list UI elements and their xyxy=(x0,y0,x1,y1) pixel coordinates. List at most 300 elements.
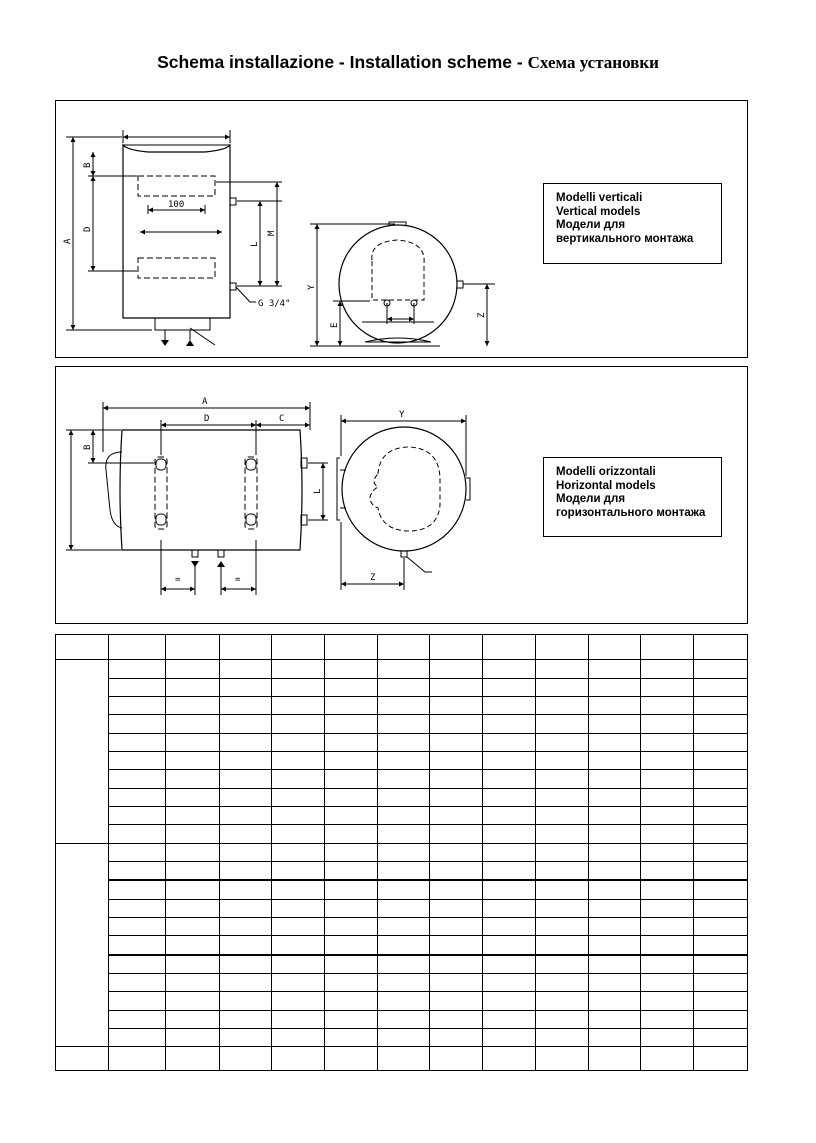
table-cell xyxy=(483,974,536,992)
h-label-B: B xyxy=(83,444,93,450)
table-cell xyxy=(588,880,641,899)
table-cell xyxy=(165,660,219,678)
table-cell xyxy=(324,660,377,678)
table-cell xyxy=(108,825,165,843)
table-cell xyxy=(430,678,483,696)
table-row xyxy=(56,1010,748,1028)
table-cell xyxy=(108,807,165,825)
table-cell xyxy=(641,1047,694,1071)
table-cell xyxy=(165,770,219,788)
table-cell xyxy=(108,899,165,917)
table-cell xyxy=(641,1010,694,1028)
legend-line: вертикального монтажа xyxy=(556,232,694,245)
horizontal-front-view xyxy=(66,402,328,595)
table-cell xyxy=(377,955,430,974)
table-cell xyxy=(694,807,748,825)
table-cell xyxy=(694,843,748,861)
table-cell xyxy=(219,660,272,678)
table-cell xyxy=(694,788,748,806)
table-cell xyxy=(165,936,219,955)
table-cell xyxy=(324,825,377,843)
table-cell xyxy=(641,678,694,696)
table-cell xyxy=(588,918,641,936)
table-cell xyxy=(483,862,536,881)
table-row xyxy=(56,715,748,733)
table-row xyxy=(56,899,748,917)
table-cell xyxy=(430,825,483,843)
table-cell xyxy=(641,936,694,955)
dimensions-table xyxy=(55,634,748,1071)
table-cell xyxy=(588,992,641,1010)
table-cell xyxy=(219,862,272,881)
table-cell xyxy=(430,1029,483,1047)
h-side-label-Z: Z xyxy=(370,573,376,583)
table-row xyxy=(56,788,748,806)
table-cell xyxy=(641,788,694,806)
table-cell xyxy=(641,880,694,899)
table-cell xyxy=(377,825,430,843)
table-row xyxy=(56,862,748,881)
table-cell xyxy=(219,733,272,751)
vertical-models-legend xyxy=(543,183,722,264)
v-label-thread: G 3/4" xyxy=(258,299,291,309)
table-cell xyxy=(535,1010,588,1028)
table-cell xyxy=(165,715,219,733)
table-cell xyxy=(588,825,641,843)
table-cell xyxy=(165,862,219,881)
table-cell xyxy=(377,697,430,715)
table-cell xyxy=(694,1047,748,1071)
table-header-cell xyxy=(219,635,272,660)
table-cell xyxy=(641,697,694,715)
table-group-cell xyxy=(56,1047,109,1071)
table-cell xyxy=(588,862,641,881)
table-cell xyxy=(483,660,536,678)
h-label-C: C xyxy=(279,414,285,424)
table-cell xyxy=(483,1010,536,1028)
table-header-cell xyxy=(377,635,430,660)
horizontal-side-view xyxy=(337,415,470,590)
table-cell xyxy=(324,955,377,974)
h-label-eq-left: = xyxy=(175,575,181,585)
table-cell xyxy=(483,1047,536,1071)
table-cell xyxy=(641,1029,694,1047)
table-cell xyxy=(272,843,325,861)
table-cell xyxy=(377,936,430,955)
table-cell xyxy=(377,752,430,770)
v-label-D: D xyxy=(83,226,93,232)
table-cell xyxy=(165,992,219,1010)
table-cell xyxy=(324,936,377,955)
table-cell xyxy=(588,1029,641,1047)
table-group-cell xyxy=(56,660,109,843)
table-cell xyxy=(377,770,430,788)
table-row xyxy=(56,825,748,843)
table-cell xyxy=(694,880,748,899)
table-cell xyxy=(324,992,377,1010)
v-side-label-Y: Y xyxy=(307,284,317,290)
table-cell xyxy=(165,678,219,696)
table-cell xyxy=(108,697,165,715)
table-cell xyxy=(324,974,377,992)
table-cell xyxy=(430,752,483,770)
table-cell xyxy=(324,1047,377,1071)
table-cell xyxy=(165,788,219,806)
h-label-eq-right: = xyxy=(235,575,241,585)
table-cell xyxy=(108,1047,165,1071)
table-cell xyxy=(483,843,536,861)
table-cell xyxy=(108,1029,165,1047)
table-cell xyxy=(108,918,165,936)
table-cell xyxy=(108,678,165,696)
table-cell xyxy=(377,1029,430,1047)
table-cell xyxy=(588,936,641,955)
table-cell xyxy=(588,899,641,917)
table-cell xyxy=(377,660,430,678)
table-cell xyxy=(588,660,641,678)
table-header-row xyxy=(56,635,748,660)
table-cell xyxy=(219,715,272,733)
table-row xyxy=(56,733,748,751)
table-row xyxy=(56,660,748,678)
table-cell xyxy=(219,697,272,715)
table-cell xyxy=(377,715,430,733)
table-cell xyxy=(430,807,483,825)
horizontal-models-legend xyxy=(543,457,722,537)
table-cell xyxy=(377,992,430,1010)
table-cell xyxy=(272,955,325,974)
table-row xyxy=(56,1047,748,1071)
table-cell xyxy=(430,899,483,917)
table-cell xyxy=(272,862,325,881)
h-label-L: L xyxy=(313,488,323,494)
table-cell xyxy=(430,918,483,936)
v-label-M: M xyxy=(267,230,277,236)
table-cell xyxy=(272,770,325,788)
table-cell xyxy=(324,770,377,788)
table-cell xyxy=(588,974,641,992)
v-side-label-Z: Z xyxy=(477,312,487,318)
legend-line: Modelli verticali xyxy=(556,192,643,204)
table-cell xyxy=(272,974,325,992)
table-cell xyxy=(324,843,377,861)
table-cell xyxy=(588,733,641,751)
table-cell xyxy=(483,955,536,974)
v-label-L: L xyxy=(250,241,260,247)
table-row xyxy=(56,936,748,955)
table-cell xyxy=(641,918,694,936)
table-cell xyxy=(694,1010,748,1028)
table-cell xyxy=(108,788,165,806)
table-cell xyxy=(324,788,377,806)
table-cell xyxy=(272,788,325,806)
table-row xyxy=(56,955,748,974)
table-cell xyxy=(641,843,694,861)
table-cell xyxy=(641,752,694,770)
table-cell xyxy=(272,678,325,696)
table-cell xyxy=(694,697,748,715)
table-cell xyxy=(694,936,748,955)
table-row xyxy=(56,807,748,825)
table-cell xyxy=(272,992,325,1010)
title-latin: Schema installazione - Installation scheme - xyxy=(157,52,528,72)
table-header-cell xyxy=(108,635,165,660)
table-cell xyxy=(108,733,165,751)
table-cell xyxy=(694,955,748,974)
table-cell xyxy=(588,1047,641,1071)
table-cell xyxy=(694,992,748,1010)
table-cell xyxy=(272,752,325,770)
table-cell xyxy=(377,1047,430,1071)
table-cell xyxy=(108,752,165,770)
table-group-cell xyxy=(56,843,109,1047)
table-cell xyxy=(272,660,325,678)
table-row xyxy=(56,678,748,696)
table-cell xyxy=(272,880,325,899)
table-cell xyxy=(483,899,536,917)
table-cell xyxy=(483,992,536,1010)
table-cell xyxy=(535,1047,588,1071)
table-cell xyxy=(377,788,430,806)
table-cell xyxy=(377,899,430,917)
table-cell xyxy=(272,715,325,733)
table-header-cell xyxy=(588,635,641,660)
table-cell xyxy=(324,697,377,715)
table-cell xyxy=(588,697,641,715)
table-cell xyxy=(219,974,272,992)
table-cell xyxy=(272,918,325,936)
table-cell xyxy=(165,733,219,751)
table-cell xyxy=(535,825,588,843)
title-cyrillic: Схема установки xyxy=(527,53,659,72)
h-label-D: D xyxy=(204,414,210,424)
table-cell xyxy=(108,715,165,733)
table-cell xyxy=(219,1029,272,1047)
table-cell xyxy=(219,1010,272,1028)
table-cell xyxy=(108,936,165,955)
table-cell xyxy=(694,974,748,992)
table-cell xyxy=(165,1047,219,1071)
table-cell xyxy=(219,936,272,955)
table-cell xyxy=(535,715,588,733)
table-cell xyxy=(324,899,377,917)
table-row xyxy=(56,880,748,899)
table-cell xyxy=(535,1029,588,1047)
table-cell xyxy=(535,733,588,751)
table-cell xyxy=(641,899,694,917)
v-label-B: B xyxy=(83,162,93,168)
legend-line: Модели для xyxy=(556,493,626,505)
table-cell xyxy=(219,752,272,770)
table-cell xyxy=(108,843,165,861)
table-cell xyxy=(430,843,483,861)
table-cell xyxy=(377,843,430,861)
table-cell xyxy=(641,770,694,788)
table-cell xyxy=(535,992,588,1010)
table-cell xyxy=(377,918,430,936)
table-cell xyxy=(219,807,272,825)
table-cell xyxy=(430,862,483,881)
table-cell xyxy=(483,715,536,733)
table-cell xyxy=(165,697,219,715)
table-header-cell xyxy=(324,635,377,660)
table-cell xyxy=(272,807,325,825)
table-cell xyxy=(165,752,219,770)
table-cell xyxy=(430,1010,483,1028)
table-row xyxy=(56,992,748,1010)
table-cell xyxy=(377,1010,430,1028)
table-cell xyxy=(588,807,641,825)
table-cell xyxy=(588,770,641,788)
table-cell xyxy=(272,697,325,715)
table-cell xyxy=(430,660,483,678)
table-cell xyxy=(219,992,272,1010)
table-row xyxy=(56,1029,748,1047)
table-cell xyxy=(108,992,165,1010)
table-cell xyxy=(483,825,536,843)
legend-line: Modelli orizzontali xyxy=(556,466,656,478)
table-row xyxy=(56,770,748,788)
table-cell xyxy=(588,955,641,974)
table-cell xyxy=(535,807,588,825)
table-header-cell xyxy=(535,635,588,660)
table-cell xyxy=(535,955,588,974)
table-cell xyxy=(219,825,272,843)
table-cell xyxy=(483,770,536,788)
table-cell xyxy=(430,974,483,992)
table-cell xyxy=(430,880,483,899)
table-cell xyxy=(430,715,483,733)
table-cell xyxy=(430,733,483,751)
table-header-cell xyxy=(56,635,109,660)
table-cell xyxy=(272,825,325,843)
table-cell xyxy=(219,678,272,696)
table-header-cell xyxy=(694,635,748,660)
table-cell xyxy=(219,880,272,899)
table-cell xyxy=(324,752,377,770)
table-header-cell xyxy=(483,635,536,660)
table-cell xyxy=(272,936,325,955)
table-cell xyxy=(430,770,483,788)
table-cell xyxy=(694,678,748,696)
table-row xyxy=(56,697,748,715)
table-cell xyxy=(430,992,483,1010)
table-cell xyxy=(535,770,588,788)
table-cell xyxy=(219,788,272,806)
table-cell xyxy=(219,918,272,936)
legend-line: Vertical models xyxy=(556,205,641,218)
table-cell xyxy=(535,918,588,936)
table-cell xyxy=(165,899,219,917)
table-cell xyxy=(588,752,641,770)
table-cell xyxy=(535,660,588,678)
table-cell xyxy=(324,1029,377,1047)
table-cell xyxy=(588,788,641,806)
table-cell xyxy=(483,752,536,770)
table-cell xyxy=(694,825,748,843)
table-cell xyxy=(588,843,641,861)
table-cell xyxy=(324,733,377,751)
table-cell xyxy=(108,660,165,678)
table-cell xyxy=(430,1047,483,1071)
table-cell xyxy=(219,955,272,974)
table-cell xyxy=(694,770,748,788)
table-cell xyxy=(588,678,641,696)
table-cell xyxy=(588,1010,641,1028)
table-cell xyxy=(588,715,641,733)
table-cell xyxy=(219,770,272,788)
table-cell xyxy=(430,936,483,955)
table-cell xyxy=(430,788,483,806)
table-cell xyxy=(324,862,377,881)
table-cell xyxy=(324,715,377,733)
table-cell xyxy=(272,1029,325,1047)
table-header-cell xyxy=(272,635,325,660)
table-cell xyxy=(641,715,694,733)
legend-line: горизонтального монтажа xyxy=(556,506,706,519)
table-cell xyxy=(165,955,219,974)
table-header-cell xyxy=(165,635,219,660)
table-cell xyxy=(641,974,694,992)
table-cell xyxy=(219,899,272,917)
table-cell xyxy=(165,825,219,843)
table-cell xyxy=(377,862,430,881)
table-cell xyxy=(641,955,694,974)
table-cell xyxy=(272,899,325,917)
table-cell xyxy=(165,807,219,825)
table-cell xyxy=(535,788,588,806)
table-row xyxy=(56,843,748,861)
table-cell xyxy=(272,1010,325,1028)
table-cell xyxy=(324,807,377,825)
table-cell xyxy=(165,1010,219,1028)
table-cell xyxy=(483,807,536,825)
table-cell xyxy=(272,733,325,751)
table-cell xyxy=(377,733,430,751)
table-cell xyxy=(641,733,694,751)
table-cell xyxy=(483,918,536,936)
table-cell xyxy=(694,660,748,678)
v-label-spacing: 100 xyxy=(168,200,185,210)
legend-line: Horizontal models xyxy=(556,479,656,492)
table-cell xyxy=(430,955,483,974)
legend-line: Модели для xyxy=(556,219,626,231)
table-cell xyxy=(272,1047,325,1071)
table-cell xyxy=(694,733,748,751)
table-cell xyxy=(483,697,536,715)
h-side-label-Y: Y xyxy=(399,410,405,420)
table-cell xyxy=(483,788,536,806)
table-cell xyxy=(694,1029,748,1047)
table-cell xyxy=(535,843,588,861)
table-cell xyxy=(641,660,694,678)
table-row xyxy=(56,974,748,992)
table-cell xyxy=(324,880,377,899)
table-cell xyxy=(641,992,694,1010)
vertical-front-view xyxy=(66,130,282,346)
table-cell xyxy=(324,678,377,696)
table-cell xyxy=(377,807,430,825)
table-header-cell xyxy=(641,635,694,660)
v-side-label-E: E xyxy=(330,322,340,328)
table-cell xyxy=(377,880,430,899)
table-cell xyxy=(430,697,483,715)
table-cell xyxy=(108,862,165,881)
table-cell xyxy=(377,974,430,992)
table-cell xyxy=(377,678,430,696)
table-cell xyxy=(694,918,748,936)
table-cell xyxy=(165,880,219,899)
